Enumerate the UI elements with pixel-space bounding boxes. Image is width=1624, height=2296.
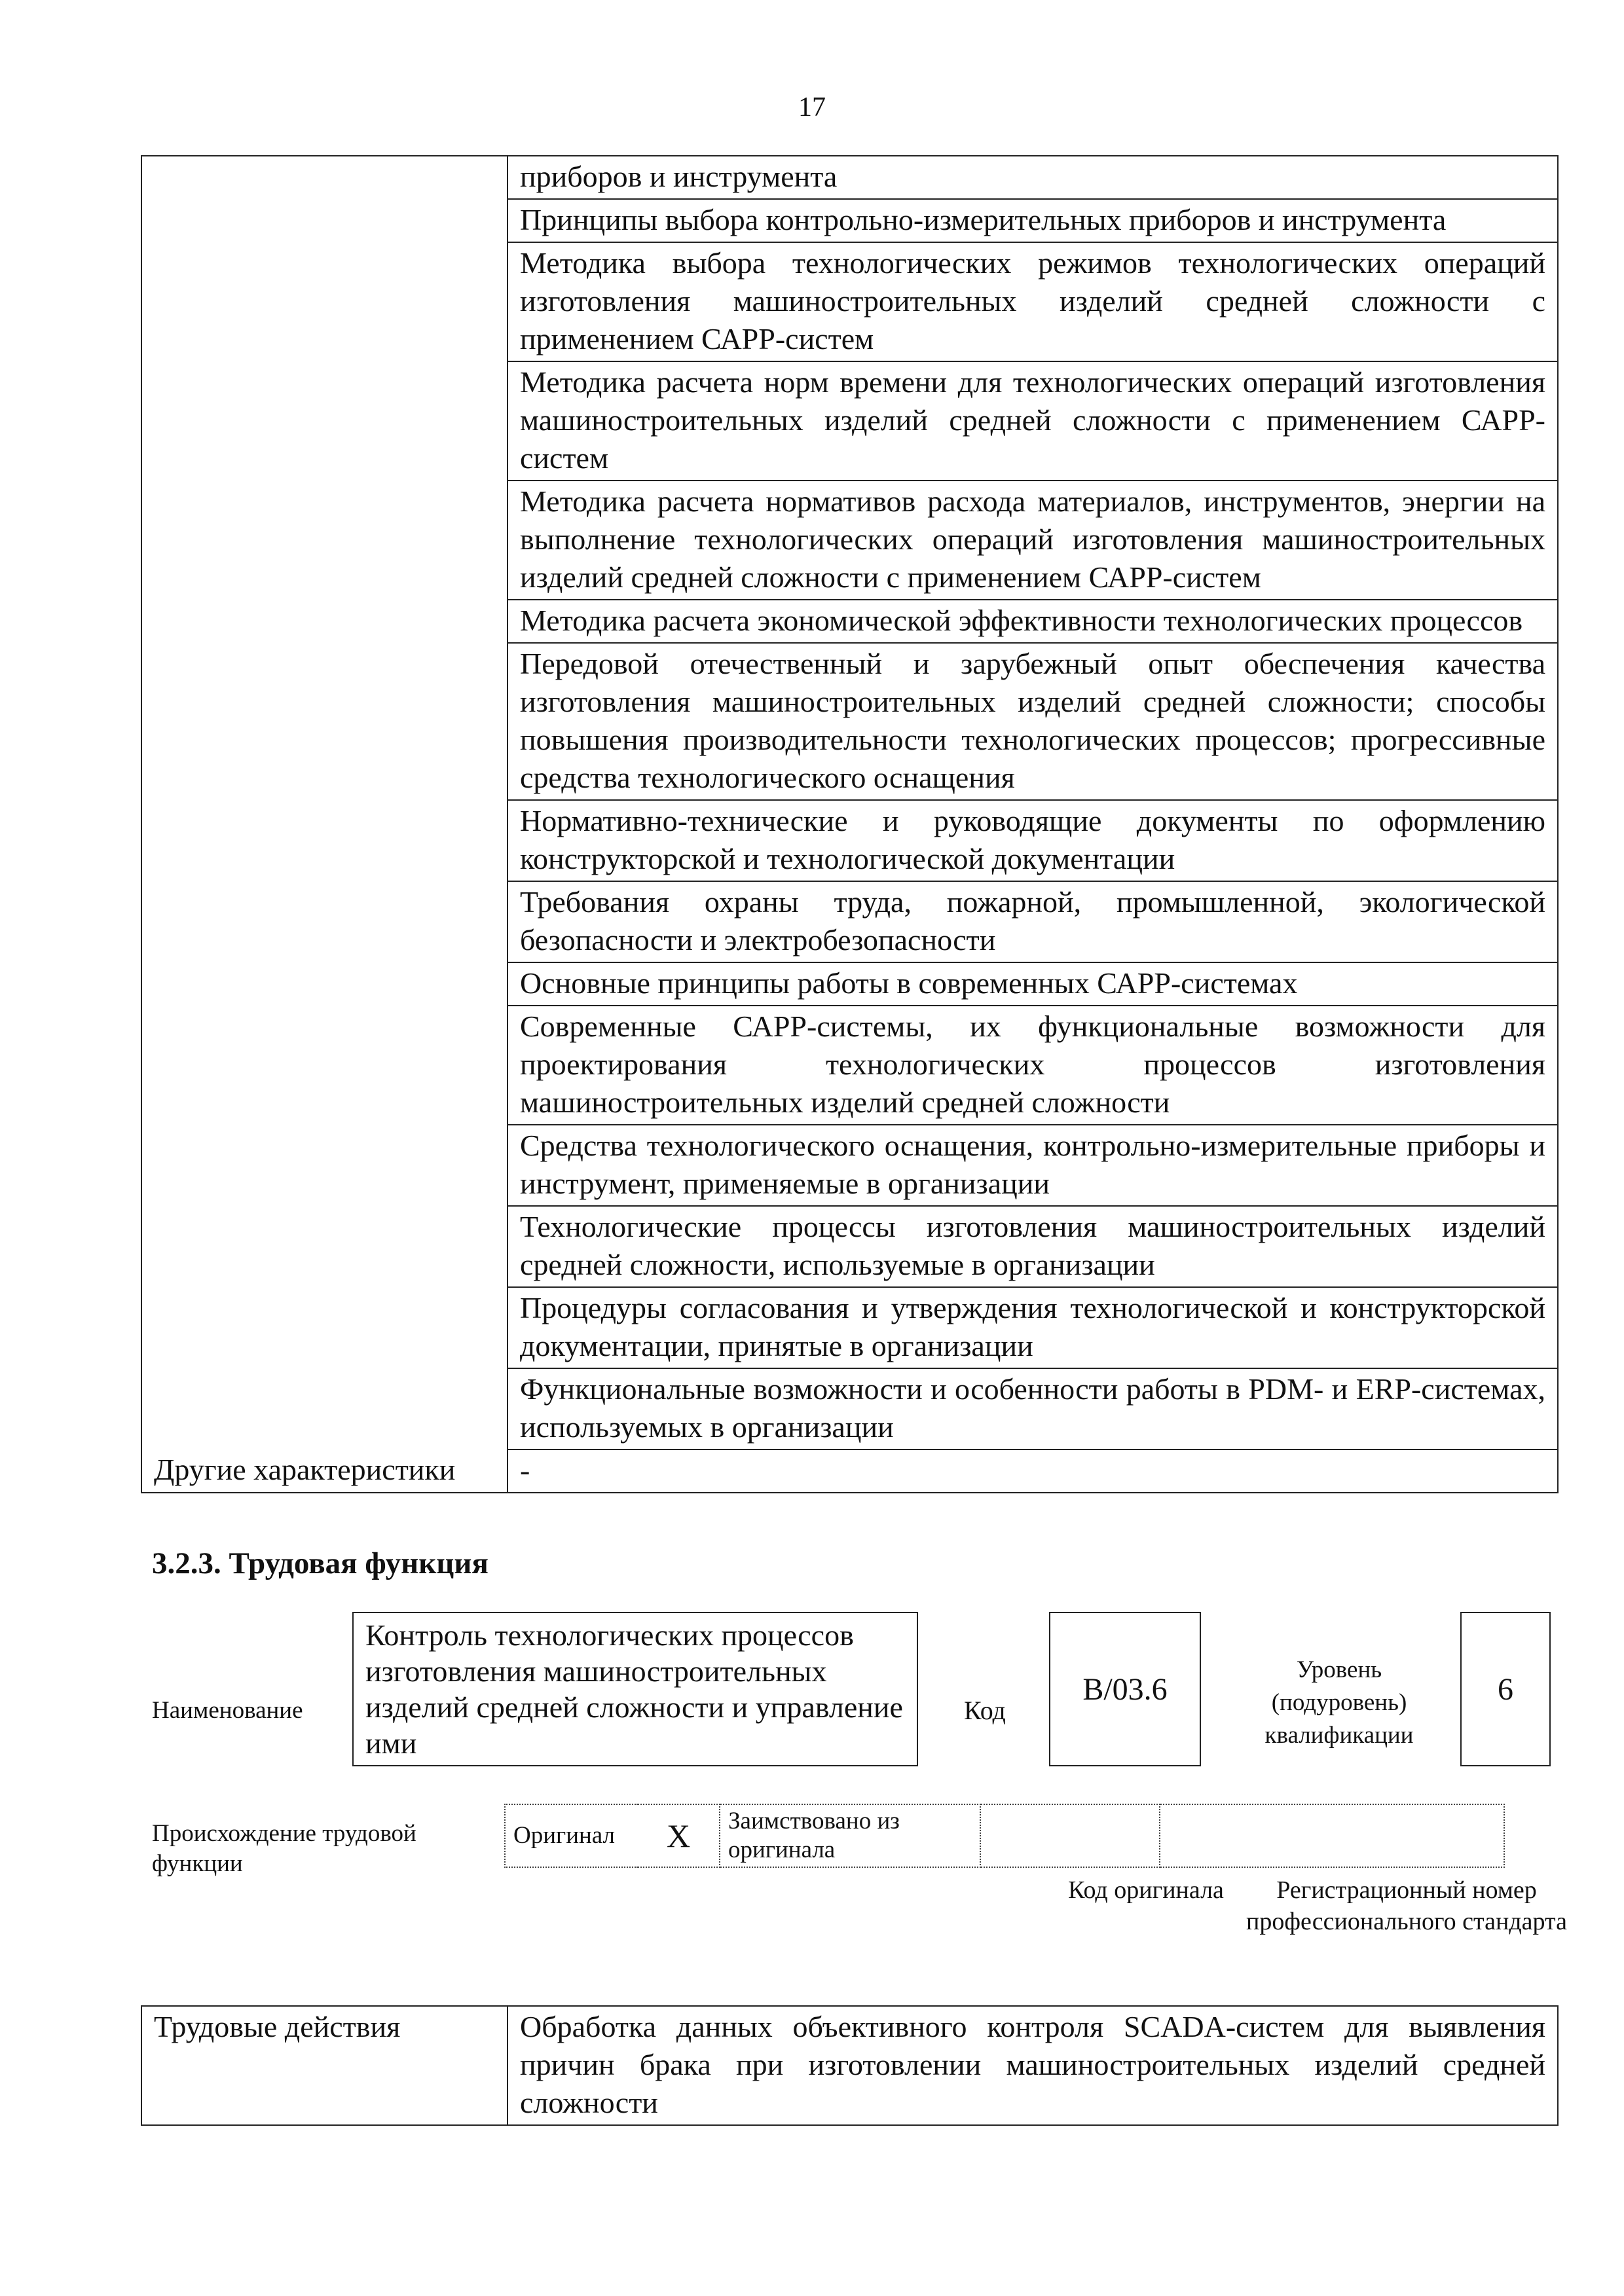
knowledge-left-cell bbox=[141, 242, 507, 361]
function-name-value: Контроль технологических процессов изготовления машиностроительных изделий средней сложности и управление ими bbox=[365, 1618, 903, 1760]
knowledge-row bbox=[141, 242, 1558, 361]
knowledge-item: приборов и инструмента bbox=[507, 156, 1558, 199]
knowledge-row bbox=[141, 156, 1558, 199]
knowledge-item: Технологические процессы изготовления машиностроительных изделий средней сложности, используемые в организации bbox=[507, 1206, 1558, 1287]
code-value: В/03.6 bbox=[1082, 1671, 1168, 1707]
level-value: 6 bbox=[1498, 1671, 1513, 1707]
actions-value: Обработка данных объективного контроля SCADA-систем для выявления причин брака при изготовлении машиностроительных изделий средней сложности bbox=[507, 2006, 1558, 2125]
knowledge-item: Методика расчета экономической эффективности технологических процессов bbox=[507, 600, 1558, 643]
knowledge-row bbox=[141, 881, 1558, 962]
other-characteristics-value: - bbox=[507, 1449, 1558, 1493]
knowledge-left-cell bbox=[141, 481, 507, 600]
actions-table bbox=[141, 2005, 1559, 2126]
knowledge-item: Нормативно-технические и руководящие документы по оформлению конструкторской и технологической документации bbox=[507, 800, 1558, 881]
knowledge-table bbox=[141, 155, 1559, 1493]
origin-reg-cell bbox=[1160, 1804, 1504, 1867]
knowledge-item: Методика выбора технологических режимов технологических операций изготовления машиностроительных изделий средней сложности с применением САРР-систем bbox=[507, 242, 1558, 361]
knowledge-item: Требования охраны труда, пожарной, промышленной, экологической безопасности и электробезопасности bbox=[507, 881, 1558, 962]
section-title: 3.2.3. Трудовая функция bbox=[152, 1546, 489, 1580]
knowledge-left-cell bbox=[141, 1125, 507, 1206]
knowledge-row bbox=[141, 1006, 1558, 1125]
origin-code-cell bbox=[980, 1804, 1160, 1867]
knowledge-item: Основные принципы работы в современных САРР-системах bbox=[507, 962, 1558, 1006]
knowledge-item: Средства технологического оснащения, контрольно-измерительные приборы и инструмент, применяемые в организации bbox=[507, 1125, 1558, 1206]
knowledge-left-cell bbox=[141, 881, 507, 962]
origin-mark: Х bbox=[638, 1804, 720, 1867]
other-characteristics-row bbox=[141, 1449, 1558, 1493]
knowledge-row bbox=[141, 361, 1558, 481]
origin-reg-caption: Регистрационный номер профессионального стандарта bbox=[1246, 1876, 1567, 1935]
knowledge-left-cell bbox=[141, 1206, 507, 1287]
knowledge-left-cell bbox=[141, 800, 507, 881]
actions-label: Трудовые действия bbox=[141, 2006, 507, 2125]
knowledge-item: Функциональные возможности и особенности работы в PDM- и ERP-системах, используемых в организации bbox=[507, 1368, 1558, 1449]
knowledge-row bbox=[141, 1125, 1558, 1206]
knowledge-item: Принципы выбора контрольно-измерительных приборов и инструмента bbox=[507, 199, 1558, 242]
knowledge-row bbox=[141, 800, 1558, 881]
level-label: Уровень (подуровень) квалификации bbox=[1264, 1656, 1414, 1749]
code-box bbox=[1049, 1612, 1201, 1766]
knowledge-left-cell bbox=[141, 600, 507, 643]
origin-code-caption: Код оригинала bbox=[1068, 1876, 1224, 1904]
knowledge-row bbox=[141, 1368, 1558, 1449]
knowledge-row bbox=[141, 1287, 1558, 1368]
knowledge-row bbox=[141, 481, 1558, 600]
knowledge-row bbox=[141, 962, 1558, 1006]
knowledge-left-cell bbox=[141, 1006, 507, 1125]
knowledge-row bbox=[141, 643, 1558, 800]
knowledge-left-cell bbox=[141, 361, 507, 481]
knowledge-row bbox=[141, 600, 1558, 643]
origin-borrowed: Заимствовано из оригинала bbox=[720, 1804, 980, 1867]
name-label: Наименование bbox=[152, 1697, 303, 1724]
knowledge-left-cell bbox=[141, 643, 507, 800]
knowledge-item: Методика расчета норм времени для технологических операций изготовления машиностроительных изделий средней сложности с применением САРР-систем bbox=[507, 361, 1558, 481]
knowledge-item: Методика расчета нормативов расхода материалов, инструментов, энергии на выполнение технологических операций изготовления машиностроительных изделий средней сложности с применением САРР-систем bbox=[507, 481, 1558, 600]
knowledge-row bbox=[141, 1206, 1558, 1287]
knowledge-item: Современные САРР-системы, их функциональные возможности для проектирования технологических процессов изготовления машиностроительных изделий средней сложности bbox=[507, 1006, 1558, 1125]
other-characteristics-label: Другие характеристики bbox=[141, 1449, 507, 1493]
function-name-box bbox=[352, 1612, 918, 1766]
knowledge-left-cell bbox=[141, 1287, 507, 1368]
origin-original: Оригинал bbox=[505, 1804, 638, 1867]
knowledge-left-cell bbox=[141, 199, 507, 242]
origin-label: Происхождение трудовой функции bbox=[152, 1820, 416, 1877]
knowledge-left-cell bbox=[141, 156, 507, 199]
knowledge-row bbox=[141, 199, 1558, 242]
knowledge-left-cell bbox=[141, 1368, 507, 1449]
knowledge-item: Процедуры согласования и утверждения технологической и конструкторской документации, принятые в организации bbox=[507, 1287, 1558, 1368]
origin-table bbox=[504, 1804, 1505, 1868]
page-number: 17 bbox=[798, 92, 826, 122]
level-box bbox=[1460, 1612, 1551, 1766]
knowledge-item: Передовой отечественный и зарубежный опыт обеспечения качества изготовления машиностроительных изделий средней сложности; способы повышения производительности технологических процессов; прогрессивные средства технологического оснащения bbox=[507, 643, 1558, 800]
code-label: Код bbox=[964, 1696, 1006, 1725]
knowledge-left-cell bbox=[141, 962, 507, 1006]
